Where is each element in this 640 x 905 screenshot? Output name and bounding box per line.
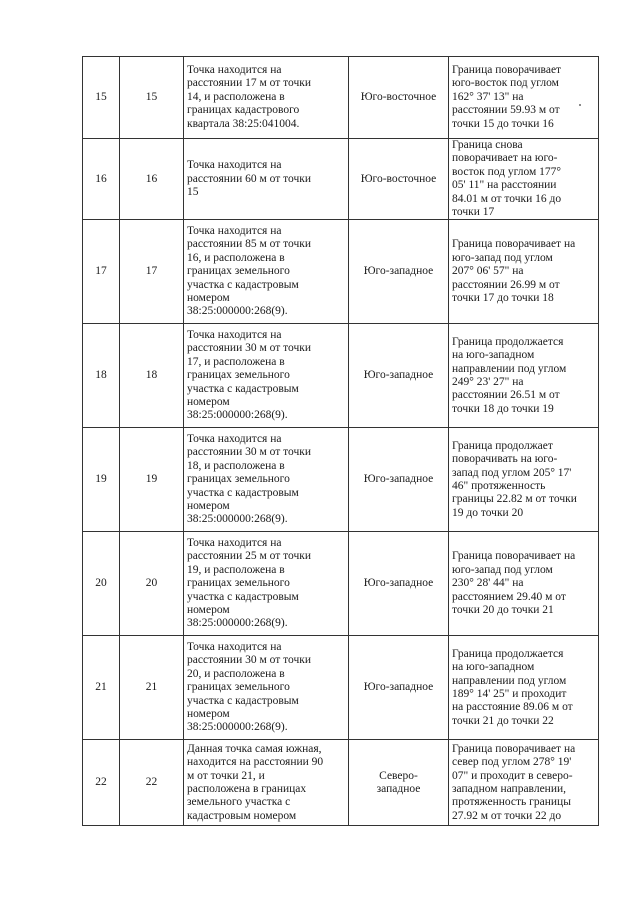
text-line: 230° 28' 44" на <box>452 577 524 590</box>
text-line: 162° 37' 13" на <box>452 90 524 103</box>
text-line: Юго-западное <box>363 577 434 590</box>
point-id-cell: 22 <box>120 740 184 826</box>
text-line: Юго-западное <box>363 265 434 278</box>
text-line: 16, и расположена в <box>187 251 285 264</box>
text-line: точки 20 до точки 21 <box>452 604 554 617</box>
point-id-cell: 19 <box>120 428 184 532</box>
text-line: Точка находится на <box>187 329 282 342</box>
text-line: Точка находится на <box>187 537 282 550</box>
point-description-cell <box>184 740 349 826</box>
table-row <box>83 139 599 220</box>
text-line: 249° 23' 27" на <box>452 375 524 388</box>
text-line: участка с кадастровым <box>187 694 299 707</box>
text-line: участка с кадастровым <box>187 382 299 395</box>
boundary-description-cell <box>449 57 599 139</box>
table-row <box>83 57 599 139</box>
text-line: расстоянием 29.40 м от <box>452 590 566 603</box>
point-id-cell: 16 <box>120 139 184 220</box>
text-line: границах земельного <box>187 473 290 486</box>
text-line: направлении под углом <box>452 674 567 687</box>
text-line: Точка находится на <box>187 63 282 76</box>
text-line: Точка находится на <box>187 225 282 238</box>
table-body <box>83 57 599 826</box>
scan-speck <box>579 104 581 106</box>
text-line: номером <box>187 500 230 513</box>
text-line: западное <box>376 782 421 795</box>
text-line: границы 22.82 м от точки <box>452 493 577 506</box>
point-number-cell: 20 <box>83 532 120 636</box>
text-line: участка с кадастровым <box>187 486 299 499</box>
text-line: Точка находится на <box>187 433 282 446</box>
text-line: направлении под углом <box>452 362 567 375</box>
table-row <box>83 220 599 324</box>
text-line: Данная точка самая южная, <box>187 742 322 755</box>
direction-cell <box>349 428 449 532</box>
boundary-description-cell <box>449 139 599 220</box>
boundary-points-table <box>82 56 599 826</box>
text-line: участка с кадастровым <box>187 590 299 603</box>
text-line: расстоянии 85 м от точки <box>187 238 311 251</box>
text-line: север под углом 278° 19' <box>452 756 572 769</box>
text-line: расстоянии 25 м от точки <box>187 550 311 563</box>
text-line: 38:25:000000:268(9). <box>187 721 288 734</box>
point-description-cell <box>184 636 349 740</box>
text-line: 05' 11" на расстоянии <box>452 179 557 192</box>
point-number-cell: 17 <box>83 220 120 324</box>
text-line: 27.92 м от точки 22 до <box>452 809 562 822</box>
text-line: расстоянии 26.51 м от <box>452 389 560 402</box>
text-line: расстоянии 59.93 м от <box>452 104 560 117</box>
text-line: восток под углом 177° <box>452 165 562 178</box>
text-line: участка с кадастровым <box>187 278 299 291</box>
boundary-description-cell <box>449 220 599 324</box>
text-line: расстоянии 17 м от точки <box>187 77 311 90</box>
text-line: расстоянии 30 м от точки <box>187 342 311 355</box>
boundary-description-cell <box>449 532 599 636</box>
direction-cell <box>349 324 449 428</box>
point-id-cell: 21 <box>120 636 184 740</box>
text-line: 189° 14' 25" и проходит <box>452 687 567 700</box>
table-row <box>83 740 599 826</box>
text-line: поворачивает на юго- <box>452 152 558 165</box>
point-description-cell <box>184 220 349 324</box>
direction-cell <box>349 636 449 740</box>
text-line: Северо- <box>379 769 418 782</box>
boundary-description-cell <box>449 324 599 428</box>
point-description-cell <box>184 139 349 220</box>
text-line: Юго-восточное <box>360 90 437 103</box>
text-line: 207° 06' 57" на <box>452 265 524 278</box>
text-line: границах кадастрового <box>187 104 300 117</box>
text-line: расположена в границах <box>187 782 307 795</box>
boundary-description-cell <box>449 636 599 740</box>
text-line: 38:25:000000:268(9). <box>187 409 288 422</box>
text-line: номером <box>187 604 230 617</box>
point-description-cell <box>184 428 349 532</box>
text-line: границах земельного <box>187 265 290 278</box>
text-line: Юго-западное <box>363 473 434 486</box>
text-line: 17, и расположена в <box>187 355 285 368</box>
text-line: на юго-западном <box>452 349 535 362</box>
text-line: Граница поворачивает <box>452 63 562 76</box>
text-line: запад под углом 205° 17' <box>452 466 572 479</box>
table-row <box>83 324 599 428</box>
direction-cell <box>349 220 449 324</box>
table-row <box>83 636 599 740</box>
text-line: протяженность границы <box>452 796 571 809</box>
text-line: Граница поворачивает на <box>452 550 576 563</box>
point-id-cell: 20 <box>120 532 184 636</box>
point-number-cell: 15 <box>83 57 120 139</box>
text-line: 20, и расположена в <box>187 667 285 680</box>
text-line: Юго-западное <box>363 681 434 694</box>
point-number-cell: 19 <box>83 428 120 532</box>
text-line: кадастровым номером <box>187 809 297 822</box>
point-number-cell: 16 <box>83 139 120 220</box>
text-line: юго-восток под углом <box>452 77 559 90</box>
text-line: 19 до точки 20 <box>452 506 524 519</box>
text-line: поворачивать на юго- <box>452 453 558 466</box>
text-line: границах земельного <box>187 577 290 590</box>
text-line: Граница поворачивает на <box>452 238 576 251</box>
text-line: юго-запад под углом <box>452 563 553 576</box>
point-id-cell: 18 <box>120 324 184 428</box>
text-line: точки 15 до точки 16 <box>452 117 554 130</box>
text-line: 84.01 м от точки 16 до <box>452 192 562 205</box>
text-line: на юго-западном <box>452 661 535 674</box>
text-line: расстоянии 60 м от точки <box>187 172 311 185</box>
text-line: западном направлении, <box>452 782 567 795</box>
text-line: на расстояние 89.06 м от <box>452 701 573 714</box>
text-line: расстоянии 30 м от точки <box>187 446 311 459</box>
point-number-cell: 22 <box>83 740 120 826</box>
text-line: Точка находится на <box>187 159 282 172</box>
direction-cell <box>349 740 449 826</box>
boundary-description-cell <box>449 740 599 826</box>
text-line: Граница продолжается <box>452 335 564 348</box>
text-line: точки 17 до точки 18 <box>452 292 554 305</box>
text-line: находится на расстоянии 90 <box>187 756 324 769</box>
text-line: Граница снова <box>452 139 523 151</box>
point-id-cell: 17 <box>120 220 184 324</box>
text-line: точки 17 <box>452 206 495 219</box>
text-line: расстоянии 30 м от точки <box>187 654 311 667</box>
text-line: 46" протяженность <box>452 479 546 492</box>
point-number-cell: 21 <box>83 636 120 740</box>
text-line: Граница продолжает <box>452 439 553 452</box>
point-id-cell: 15 <box>120 57 184 139</box>
text-line: точки 21 до точки 22 <box>452 714 554 727</box>
text-line: номером <box>187 396 230 409</box>
text-line: земельного участка с <box>187 796 291 809</box>
text-line: юго-запад под углом <box>452 251 553 264</box>
boundary-description-cell <box>449 428 599 532</box>
text-line: Точка находится на <box>187 641 282 654</box>
text-line: Юго-восточное <box>360 172 437 185</box>
table-row <box>83 428 599 532</box>
text-line: 14, и расположена в <box>187 90 285 103</box>
text-line: Граница продолжается <box>452 647 564 660</box>
text-line: номером <box>187 292 230 305</box>
point-number-cell: 18 <box>83 324 120 428</box>
text-line: границах земельного <box>187 369 290 382</box>
text-line: 38:25:000000:268(9). <box>187 513 288 526</box>
text-line: 38:25:000000:268(9). <box>187 617 288 630</box>
text-line: границах земельного <box>187 681 290 694</box>
text-line: 07" и проходит в северо- <box>452 769 573 782</box>
text-line: Юго-западное <box>363 369 434 382</box>
text-line: номером <box>187 708 230 721</box>
text-line: квартала 38:25:041004. <box>187 117 300 130</box>
point-description-cell <box>184 324 349 428</box>
direction-cell <box>349 139 449 220</box>
direction-cell <box>349 532 449 636</box>
direction-cell <box>349 57 449 139</box>
text-line: точки 18 до точки 19 <box>452 402 554 415</box>
text-line: 19, и расположена в <box>187 563 285 576</box>
text-line: Граница поворачивает на <box>452 742 576 755</box>
point-description-cell <box>184 532 349 636</box>
text-line: 15 <box>187 185 199 198</box>
text-line: м от точки 21, и <box>187 769 265 782</box>
point-description-cell <box>184 57 349 139</box>
text-line: расстоянии 26.99 м от <box>452 278 560 291</box>
table-row <box>83 532 599 636</box>
text-line: 18, и расположена в <box>187 459 285 472</box>
text-line: 38:25:000000:268(9). <box>187 305 288 318</box>
